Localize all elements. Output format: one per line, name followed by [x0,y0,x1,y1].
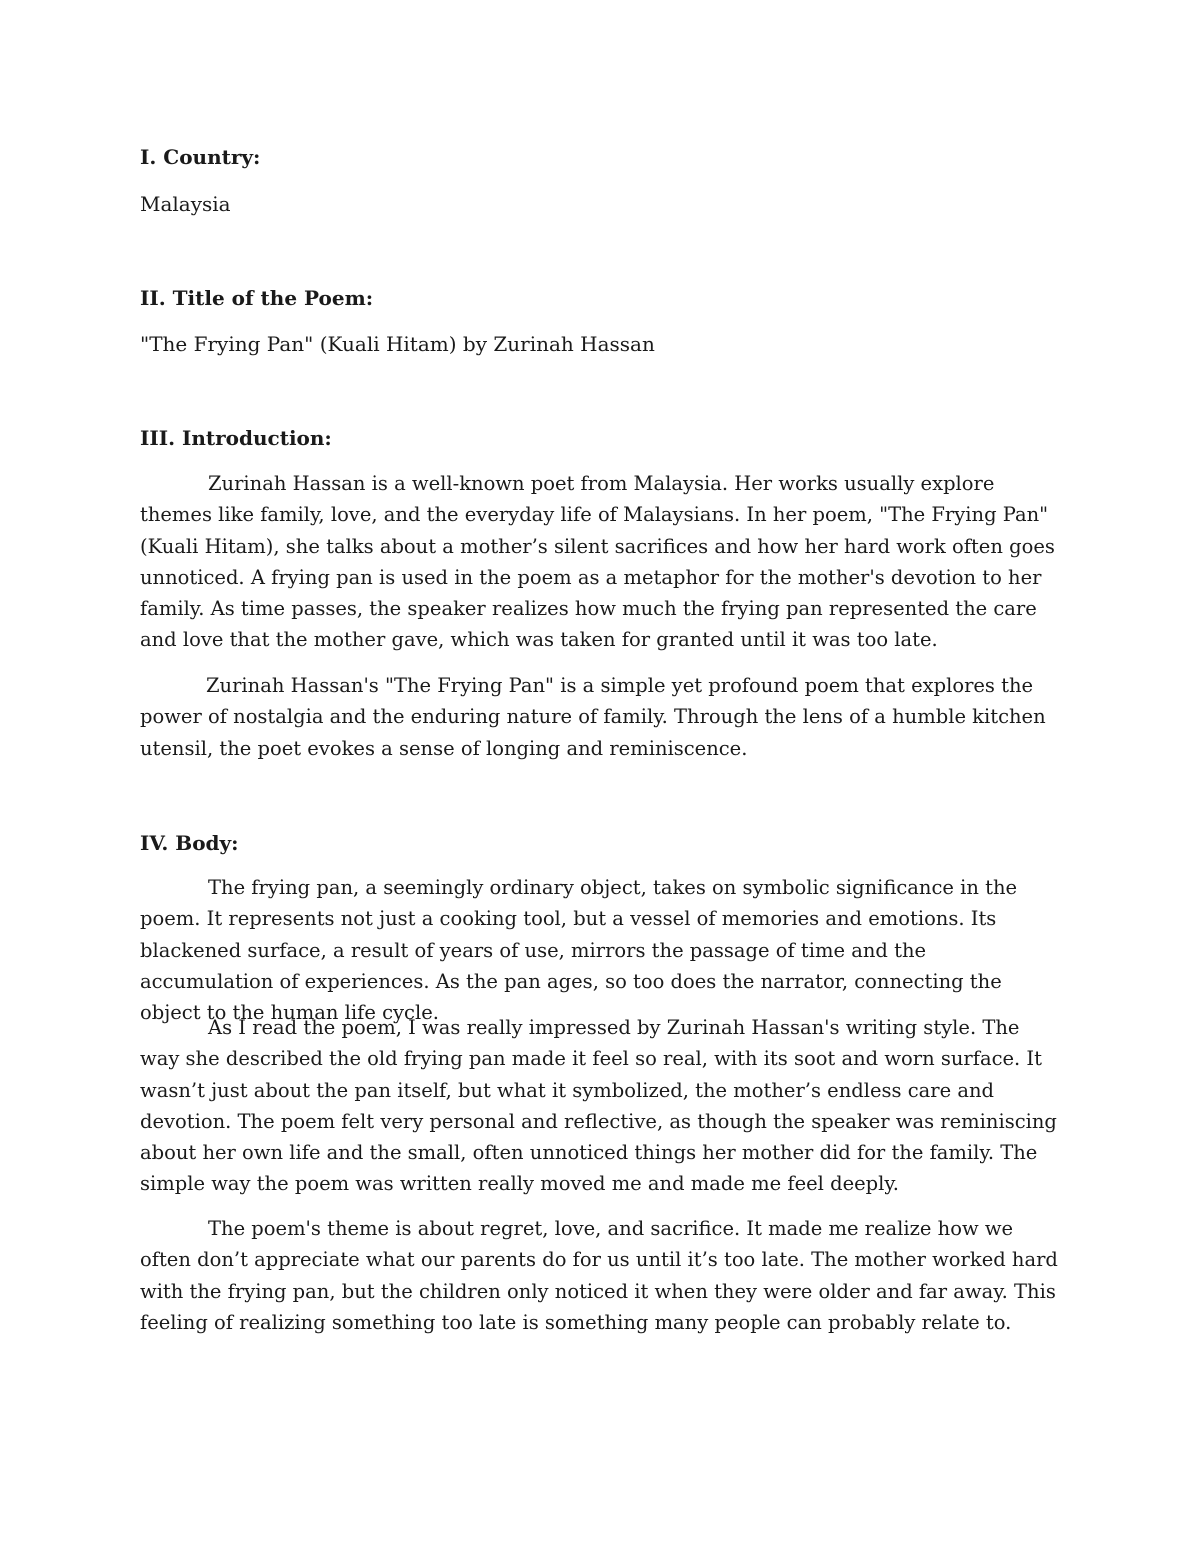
body-paragraph-1: The frying pan, a seemingly ordinary object, takes on symbolic significance in the poem. It represents not just a cooking tool, but a vessel of memories and emotions. Its blackened surface, a result of years of use, mirrors the passage of time and the accumulation of experiences. As the pan ages, so too does the narrator, connecting the object to the human life cycle. [140,876,1018,1025]
introduction-paragraph-2: Zurinah Hassan's "The Frying Pan" is a simple yet profound poem that explores the power of nostalgia and the enduring nature of family. Through the lens of a humble kitchen utensil, the poet evokes a sense of longing and reminiscence. [140,674,1046,760]
introduction-paragraph-1: Zurinah Hassan is a well-known poet from Malaysia. Her works usually explore themes like family, love, and the everyday life of Malaysians. In her poem, "The Frying Pan" (Kuali Hitam), she talks about a mother’s silent sacrifices and how her hard work often goes unnoticed. A frying pan is used in the poem as a metaphor for the mother's devotion to her family. As time passes, the speaker realizes how much the frying pan represented the care and love that the mother gave, which was taken for granted until it was too late. [140,472,1055,652]
body-paragraph-2: As I read the poem, I was really impressed by Zurinah Hassan's writing style. The way she described the old frying pan made it feel so real, with its soot and worn surface. It wasn’t just about the pan itself, but what it symbolized, the mother’s endless care and devotion. The poem felt very personal and reflective, as though the speaker was reminiscing about her own life and the small, often unnoticed things her mother did for the family. The simple way the poem was written really moved me and made me feel deeply. [140,1016,1057,1196]
country-heading: I. Country: [140,145,261,169]
country-value: Malaysia [140,192,231,216]
introduction-heading: III. Introduction: [140,426,332,450]
poem-title-heading: II. Title of the Poem: [140,286,374,310]
body-heading: IV. Body: [140,831,239,855]
body-paragraph-3: The poem's theme is about regret, love, and sacrifice. It made me realize how we often don’t appreciate what our parents do for us until it’s too late. The mother worked hard with the frying pan, but the children only noticed it when they were older and far away. This feeling of realizing something too late is something many people can probably relate to. [140,1217,1058,1334]
poem-title-value: "The Frying Pan" (Kuali Hitam) by Zurinah Hassan [140,332,655,356]
